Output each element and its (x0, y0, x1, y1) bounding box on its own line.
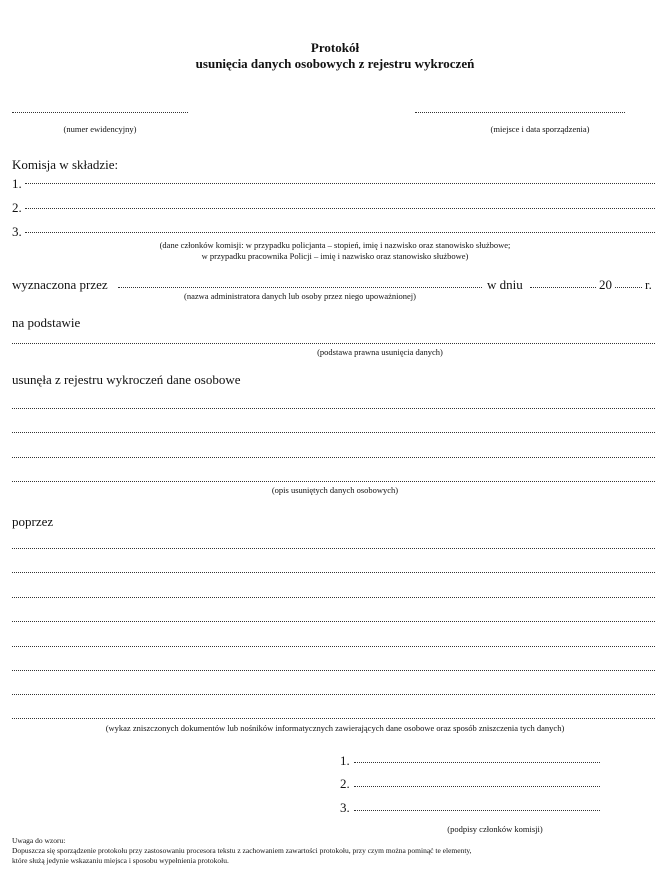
date-label: w dniu (487, 277, 523, 292)
removed-note: (opis usuniętych danych osobowych) (271, 485, 399, 495)
place-date-label: (miejsce i data sporządzenia) (490, 124, 590, 134)
year-field[interactable] (615, 286, 642, 288)
appointed-note: (nazwa administratora danych lub osoby przez niego upoważnionej) (183, 291, 416, 301)
removed-heading: usunęła z rejestru wykroczeń dane osobowe (12, 372, 241, 387)
member-number-2: 2. (12, 200, 22, 215)
footer-line-1: Dopuszcza się sporządzenie protokołu przy zastosowaniu procesora tekstu z zachowaniem zawartości protokołu, przy czym można pominąć te elementy, (12, 846, 472, 855)
signature-number-2: 2. (340, 776, 350, 791)
signatures-note: (podpisy członków komisji) (447, 824, 543, 834)
removed-field-4[interactable] (12, 480, 655, 482)
evidence-number-label: (numer ewidencyjny) (63, 124, 137, 134)
member-field-2[interactable] (25, 207, 655, 209)
method-field-5[interactable] (12, 645, 655, 647)
evidence-number-field[interactable] (12, 111, 188, 113)
method-field-4[interactable] (12, 620, 655, 622)
removed-field-2[interactable] (12, 431, 655, 433)
removed-field-1[interactable] (12, 407, 655, 409)
method-field-2[interactable] (12, 571, 655, 573)
document-subtitle: usunięcia danych osobowych z rejestru wykroczeń (195, 56, 475, 71)
signature-field-2[interactable] (354, 785, 600, 787)
method-field-3[interactable] (12, 596, 655, 598)
method-field-7[interactable] (12, 693, 655, 695)
year-suffix: r. (645, 277, 652, 292)
method-field-8[interactable] (12, 717, 655, 719)
year-prefix: 20 (599, 277, 612, 292)
footer-heading: Uwaga do wzoru: (12, 836, 66, 845)
basis-note: (podstawa prawna usunięcia danych) (317, 347, 443, 357)
method-note: (wykaz zniszczonych dokumentów lub nośników informatycznych zawierających dane osobowe oraz sposób zniszczenia tych danych) (105, 723, 565, 733)
basis-heading: na podstawie (12, 315, 81, 330)
footer-line-2: które służą jedynie wskazaniu miejsca i sposobu wypełnienia protokołu. (12, 856, 229, 865)
commission-heading: Komisja w składzie: (12, 157, 119, 172)
commission-note-line2: w przypadku pracownika Policji – imię i nazwisko oraz stanowisko służbowe) (201, 251, 469, 261)
method-field-6[interactable] (12, 669, 655, 671)
member-field-3[interactable] (25, 231, 655, 233)
member-field-1[interactable] (25, 182, 655, 184)
signature-field-3[interactable] (354, 809, 600, 811)
member-number-1: 1. (12, 176, 22, 191)
method-field-1[interactable] (12, 547, 655, 549)
signature-number-3: 3. (340, 800, 350, 815)
removed-field-3[interactable] (12, 456, 655, 458)
document-title: Protokół (310, 40, 360, 55)
place-date-field[interactable] (415, 111, 625, 113)
member-number-3: 3. (12, 224, 22, 239)
date-field[interactable] (530, 286, 596, 288)
appointed-by-field[interactable] (118, 286, 482, 288)
appointed-label: wyznaczona przez (12, 277, 108, 292)
signature-field-1[interactable] (354, 761, 600, 763)
basis-field[interactable] (12, 342, 655, 344)
method-heading: poprzez (12, 514, 54, 529)
signature-number-1: 1. (340, 753, 350, 768)
commission-note-line1: (dane członków komisji: w przypadku policjanta – stopień, imię i nazwisko oraz stanowisko służbowe; (159, 240, 511, 250)
